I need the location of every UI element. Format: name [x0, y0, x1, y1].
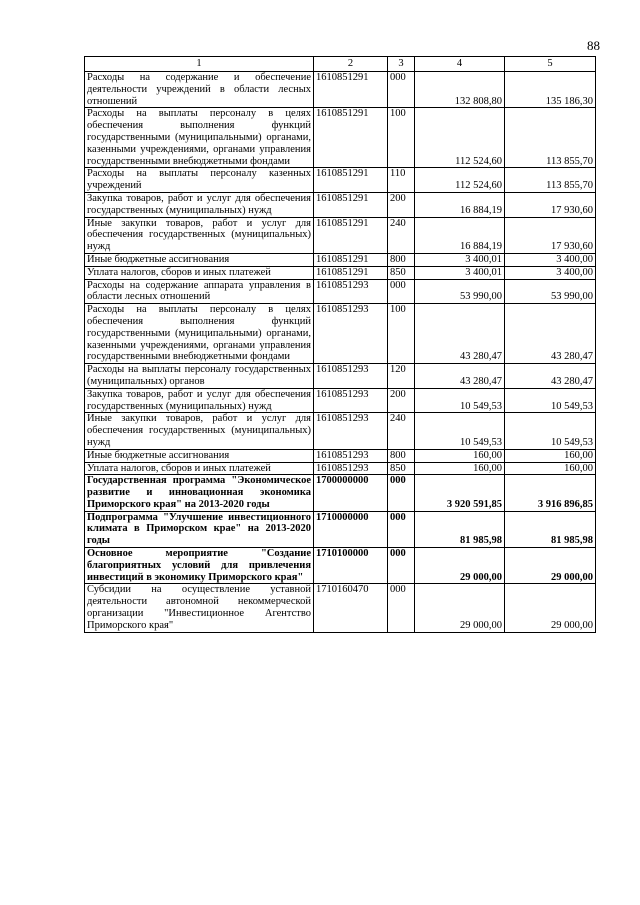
- row-target-code: 1610851291: [314, 253, 388, 266]
- row-target-code: 1610851291: [314, 217, 388, 253]
- row-name: Расходы на выплаты персоналу в целях обеспечения выполнения функций государственными (муниципальными) органами, казенными учреждениями, органами управления государственными внебюджетными фондами: [85, 304, 314, 364]
- row-amount-year-1: 132 808,80: [415, 72, 505, 108]
- column-number-row: [85, 57, 596, 72]
- row-expense-type: 240: [388, 217, 415, 253]
- row-name: Расходы на выплаты персоналу казенных учреждений: [85, 168, 314, 193]
- row-name: Закупка товаров, работ и услуг для обеспечения государственных (муниципальных) нужд: [85, 192, 314, 217]
- row-name: Государственная программа "Экономическое развитие и инновационная экономика Приморского края" на 2013-2020 годы: [85, 475, 314, 511]
- row-amount-year-2: 17 930,60: [505, 217, 596, 253]
- row-target-code: 1710000000: [314, 511, 388, 547]
- row-target-code: 1610851293: [314, 304, 388, 364]
- row-expense-type: 850: [388, 266, 415, 279]
- table-row: [85, 192, 596, 217]
- row-amount-year-2: 10 549,53: [505, 388, 596, 413]
- row-name: Расходы на выплаты персоналу государственных (муниципальных) органов: [85, 364, 314, 389]
- row-name: Уплата налогов, сборов и иных платежей: [85, 266, 314, 279]
- row-name: Иные закупки товаров, работ и услуг для обеспечения государственных (муниципальных) нужд: [85, 413, 314, 449]
- row-amount-year-2: 160,00: [505, 449, 596, 462]
- budget-table-body: [85, 57, 596, 633]
- row-target-code: 1610851293: [314, 388, 388, 413]
- row-expense-type: 200: [388, 388, 415, 413]
- row-amount-year-2: 160,00: [505, 462, 596, 475]
- row-amount-year-1: 160,00: [415, 462, 505, 475]
- row-amount-year-2: 43 280,47: [505, 364, 596, 389]
- row-expense-type: 000: [388, 72, 415, 108]
- row-target-code: 1610851291: [314, 266, 388, 279]
- row-expense-type: 120: [388, 364, 415, 389]
- table-row: [85, 475, 596, 511]
- row-amount-year-1: 29 000,00: [415, 584, 505, 632]
- row-target-code: 1610851293: [314, 462, 388, 475]
- row-expense-type: 800: [388, 253, 415, 266]
- column-number: 5: [505, 57, 596, 72]
- row-target-code: 1610851293: [314, 279, 388, 304]
- row-amount-year-1: 160,00: [415, 449, 505, 462]
- row-amount-year-2: 10 549,53: [505, 413, 596, 449]
- row-target-code: 1610851291: [314, 168, 388, 193]
- table-row: [85, 304, 596, 364]
- budget-table: [84, 56, 596, 633]
- column-number: 3: [388, 57, 415, 72]
- row-expense-type: 100: [388, 108, 415, 168]
- table-row: [85, 449, 596, 462]
- row-target-code: 1610851291: [314, 108, 388, 168]
- table-row: [85, 72, 596, 108]
- row-amount-year-1: 16 884,19: [415, 217, 505, 253]
- row-name: Иные бюджетные ассигнования: [85, 253, 314, 266]
- row-amount-year-2: 81 985,98: [505, 511, 596, 547]
- row-name: Закупка товаров, работ и услуг для обеспечения государственных (муниципальных) нужд: [85, 388, 314, 413]
- row-amount-year-2: 29 000,00: [505, 548, 596, 584]
- row-amount-year-1: 3 400,01: [415, 253, 505, 266]
- row-name: Подпрограмма "Улучшение инвестиционного климата в Приморском крае" на 2013-2020 годы: [85, 511, 314, 547]
- row-target-code: 1610851291: [314, 192, 388, 217]
- row-name: Иные закупки товаров, работ и услуг для обеспечения государственных (муниципальных) нужд: [85, 217, 314, 253]
- row-target-code: 1610851293: [314, 364, 388, 389]
- table-row: [85, 388, 596, 413]
- row-amount-year-1: 112 524,60: [415, 108, 505, 168]
- row-amount-year-2: 135 186,30: [505, 72, 596, 108]
- row-name: Иные бюджетные ассигнования: [85, 449, 314, 462]
- page-number: 88: [587, 38, 600, 53]
- row-expense-type: 000: [388, 548, 415, 584]
- table-row: [85, 253, 596, 266]
- row-target-code: 1610851293: [314, 449, 388, 462]
- row-amount-year-1: 112 524,60: [415, 168, 505, 193]
- column-number: 1: [85, 57, 314, 72]
- row-expense-type: 800: [388, 449, 415, 462]
- row-amount-year-1: 3 400,01: [415, 266, 505, 279]
- row-expense-type: 000: [388, 475, 415, 511]
- row-target-code: 1700000000: [314, 475, 388, 511]
- row-name: Уплата налогов, сборов и иных платежей: [85, 462, 314, 475]
- row-expense-type: 000: [388, 279, 415, 304]
- table-row: [85, 511, 596, 547]
- row-expense-type: 240: [388, 413, 415, 449]
- row-name: Основное мероприятие "Создание благоприятных условий для привлечения инвестиций в экономику Приморского края": [85, 548, 314, 584]
- row-target-code: 1610851293: [314, 413, 388, 449]
- row-amount-year-1: 81 985,98: [415, 511, 505, 547]
- row-amount-year-2: 3 916 896,85: [505, 475, 596, 511]
- row-expense-type: 850: [388, 462, 415, 475]
- row-expense-type: 000: [388, 511, 415, 547]
- table-row: [85, 364, 596, 389]
- row-amount-year-2: 29 000,00: [505, 584, 596, 632]
- row-amount-year-2: 113 855,70: [505, 168, 596, 193]
- row-target-code: 1710160470: [314, 584, 388, 632]
- row-target-code: 1610851291: [314, 72, 388, 108]
- row-amount-year-1: 43 280,47: [415, 304, 505, 364]
- row-amount-year-1: 10 549,53: [415, 388, 505, 413]
- row-amount-year-1: 3 920 591,85: [415, 475, 505, 511]
- row-amount-year-2: 43 280,47: [505, 304, 596, 364]
- column-number: 4: [415, 57, 505, 72]
- row-amount-year-2: 3 400,00: [505, 253, 596, 266]
- row-name: Расходы на содержание и обеспечение деятельности учреждений в области лесных отношений: [85, 72, 314, 108]
- table-row: [85, 108, 596, 168]
- row-amount-year-1: 43 280,47: [415, 364, 505, 389]
- table-row: [85, 168, 596, 193]
- row-expense-type: 110: [388, 168, 415, 193]
- row-amount-year-1: 16 884,19: [415, 192, 505, 217]
- row-name: Субсидии на осуществление уставной деятельности автономной некоммерческой организации "Инвестиционное Агентство Приморского края": [85, 584, 314, 632]
- row-name: Расходы на выплаты персоналу в целях обеспечения выполнения функций государственными (муниципальными) органами, казенными учреждениями, органами управления государственными внебюджетными фондами: [85, 108, 314, 168]
- row-amount-year-2: 17 930,60: [505, 192, 596, 217]
- row-amount-year-2: 113 855,70: [505, 108, 596, 168]
- row-name: Расходы на содержание аппарата управления в области лесных отношений: [85, 279, 314, 304]
- table-row: [85, 548, 596, 584]
- row-expense-type: 000: [388, 584, 415, 632]
- table-row: [85, 584, 596, 632]
- row-amount-year-2: 3 400,00: [505, 266, 596, 279]
- row-target-code: 1710100000: [314, 548, 388, 584]
- row-amount-year-1: 10 549,53: [415, 413, 505, 449]
- table-row: [85, 462, 596, 475]
- row-amount-year-2: 53 990,00: [505, 279, 596, 304]
- table-row: [85, 279, 596, 304]
- row-amount-year-1: 53 990,00: [415, 279, 505, 304]
- table-row: [85, 217, 596, 253]
- row-expense-type: 100: [388, 304, 415, 364]
- table-row: [85, 266, 596, 279]
- row-amount-year-1: 29 000,00: [415, 548, 505, 584]
- table-row: [85, 413, 596, 449]
- column-number: 2: [314, 57, 388, 72]
- row-expense-type: 200: [388, 192, 415, 217]
